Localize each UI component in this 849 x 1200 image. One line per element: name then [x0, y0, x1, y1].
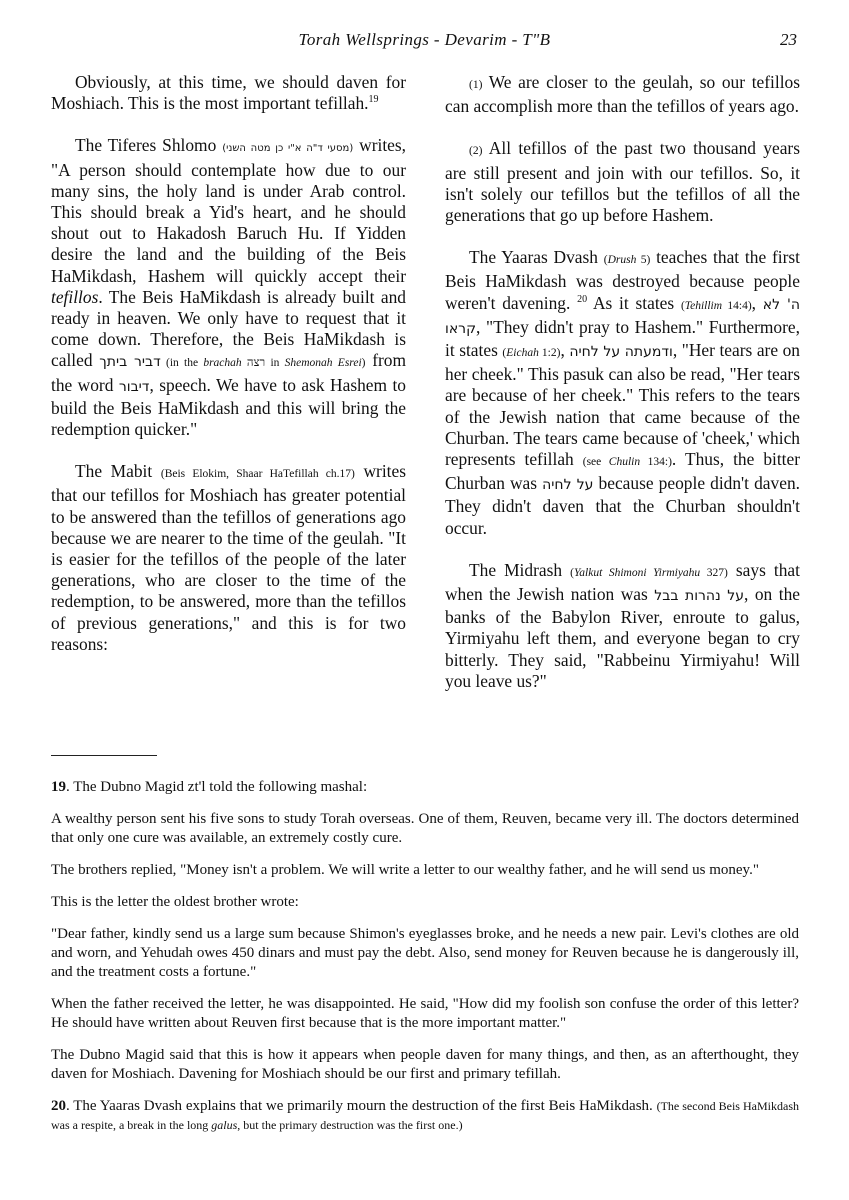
paragraph-moshiach: Obviously, at this time, we should daven for Moshiach. This is the most important tefillah.$^{19}$	[51, 72, 406, 114]
footnote-ref-20[interactable]: 20	[577, 293, 588, 305]
footnote-paragraph: A wealthy person sent his five sons to study Torah overseas. One of them, Reuven, became very ill. The doctors determined that only one cure was available, an extremely costly cure.	[51, 811, 799, 846]
left-column	[51, 72, 406, 676]
paragraph-mabit: The Mabit (Beis Elokim, Shaar HaTefillah ch.17) writes that our tefillos for Moshiach has greater potential to be answered than the tefillos of generations ago because we are nearer to the time of the geulah. "It is easier for the tefillos of the people of the later generations, who are closer to the time of the redemption, to be answered, more than the tefillos of previous generations," and this is for two reasons:	[51, 461, 406, 654]
paragraph-tiferes-shlomo: The Tiferes Shlomo (מסעי ד"ה א"י כן מטה השני) writes, "A person should contemplate how due to our many sins, the holy land is under Arab control. This should break a Yid's heart, and he should shout out to Hakadosh Baruch Hu. If Yidden desire the land and the building of the Beis HaMikdash, Hashem will quickly accept their tefillos. The Beis HaMikdash is already built and ready in heaven. We only have to request that it come down. Therefore, the Beis HaMikdash is called דביר ביתך (in the brachah רצה in Shemonah Esrei) from the word דיבור, speech. We have to ask Hashem to build the Beis HaMikdash and this will bring the redemption quicker."	[51, 135, 407, 440]
footnote-ref-19[interactable]: 19	[368, 94, 379, 106]
paragraph-midrash: The Midrash (Yalkut Shimoni Yirmiyahu 327) says that when the Jewish nation was על נהרות בבל, on the banks of the Babylon River, enroute to galus, Yirmiyahu left them, and everyone began to cry bitterly. They said, "Rabbeinu Yirmiyahu! Will you leave us?"	[445, 559, 800, 691]
running-title: Torah Wellsprings - Devarim - T"B	[298, 30, 551, 49]
footnote-20: 20. The Yaaras Dvash explains that we primarily mourn the destruction of the first Beis HaMikdash. (The second Beis HaMikdash was a respite, a break in the long galus, but the primary destruction was the first one.)	[51, 1098, 799, 1132]
hebrew-phrase: דביר ביתך	[99, 354, 161, 371]
reason-one: (1) We are closer to the geulah, so our tefillos can accomplish more than the tefillos of years ago.	[445, 72, 800, 117]
footnote-19: 19. The Dubno Magid zt'l told the following mashal:	[51, 779, 368, 795]
source-citation: (Beis Elokim, Shaar HaTefillah ch.17)	[160, 468, 355, 481]
hebrew-word: דיבור	[118, 378, 150, 395]
reason-two: (2) All tefillos of the past two thousand years are still present and join with our tefillos. So, it isn't solely our tefillos but the tefillos of all the generations that go up before Hashem.	[445, 138, 800, 226]
page-number: 23	[780, 30, 797, 49]
footnotes	[51, 778, 799, 1148]
page-header	[0, 30, 849, 60]
footnote-paragraph: The brothers replied, "Money isn't a problem. We will write a letter to our wealthy father, and he will send us money."	[51, 862, 759, 878]
right-column	[445, 72, 800, 713]
hebrew-source: (מסעי ד"ה א"י כן מטה השני)	[222, 143, 354, 155]
footnote-paragraph: "Dear father, kindly send us a large sum because Shimon's eyeglasses broke, and he needs a new pair. Levi's clothes are old and worn, and Yehudah owes 450 dinars and must pay the debt. Also, send money for Reuven because he is dangerously ill, and the treatment costs a fortune."	[51, 926, 799, 980]
paragraph-yaaras-dvash: The Yaaras Dvash (Drush 5) teaches that the first Beis HaMikdash was destroyed because people weren't davening. $^{20}$ As it states (Tehillim 14:4), ה' לא קראו, "They didn't pray to Hashem." Furthermore, it states (Eichah 1:2), ודמעתה על לחיה, "Her tears are on her cheek." This pasuk can also be read, "Her tears are because of her cheek." This refers to the tears of the Jewish nation that came because of the Churban. The tears came because of 'cheek,' which represents tefillah (see Chulin 134:). Thus, the bitter Churban was על לחיה because people didn't daven. They didn't daven that the Churban shouldn't occur.	[445, 247, 801, 538]
footnote-divider	[51, 755, 157, 756]
footnote-paragraph: When the father received the letter, he was disappointed. He said, "How did my foolish son confuse the order of this letter? He should have written about Reuven first because that is the more important matter."	[51, 996, 799, 1031]
footnote-paragraph: This is the letter the oldest brother wrote:	[51, 894, 299, 910]
footnote-paragraph: The Dubno Magid said that this is how it appears when people daven for many things, and then, as an afterthought, they daven for Moshiach. Davening for Moshiach should be our first and primary tefillah.	[51, 1047, 799, 1082]
